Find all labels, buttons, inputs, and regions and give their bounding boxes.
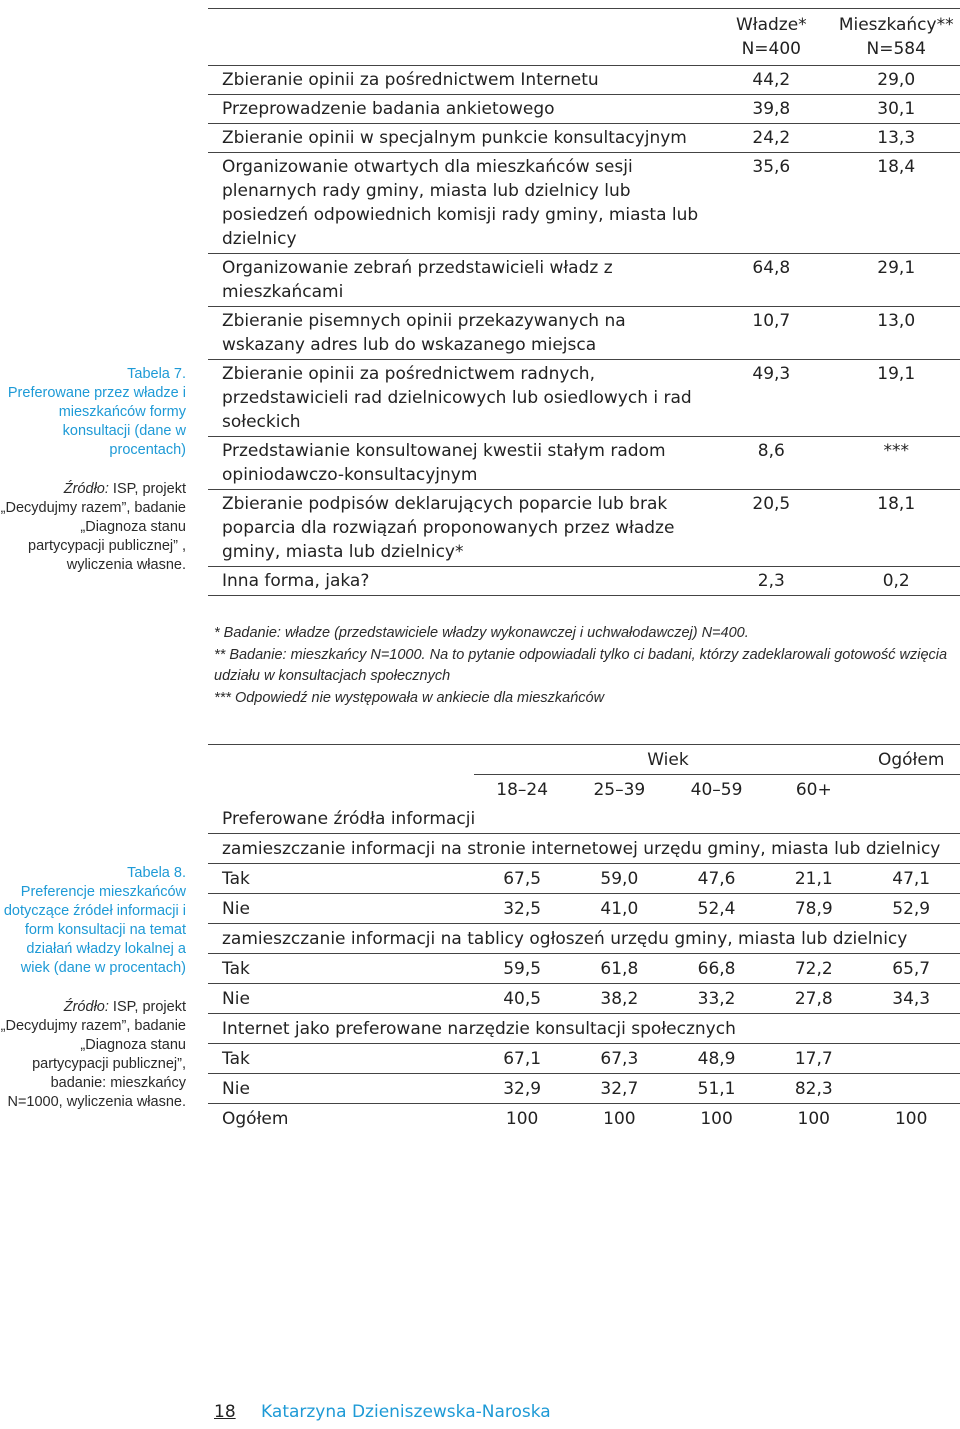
table8-caption	[0, 864, 186, 1112]
row-label: Tak	[208, 954, 474, 984]
row-label: Zbieranie opinii za pośrednictwem radnych, przedstawicieli rad dzielnicowych lub osiedlowych i rad sołeckich	[208, 360, 710, 437]
value-authorities: 2,3	[710, 567, 832, 596]
row-label: Zbieranie pisemnych opinii przekazywanych na wskazany adres lub do wskazanego miejsca	[208, 307, 710, 360]
cell-value: 32,5	[474, 894, 571, 924]
table7-col1-title: Władze*	[735, 15, 807, 35]
cell-value: 78,9	[765, 894, 862, 924]
cell-value: 27,8	[765, 984, 862, 1014]
table7-source-text: ISP, projekt „Decydujmy razem”, badanie „Diagnoza stanu partycypacji publicznej” , wyliczenia własne.	[0, 481, 186, 573]
section-title: Internet jako preferowane narzędzie konsultacji społecznych	[208, 1014, 960, 1044]
table-row	[208, 864, 960, 894]
value-residents: 29,1	[832, 254, 960, 307]
table-row	[208, 437, 960, 490]
cell-total: 100	[894, 1109, 928, 1129]
row-label: Tak	[208, 864, 474, 894]
table-row	[208, 954, 960, 984]
cell-value: 38,2	[571, 984, 668, 1014]
row-label: Zbieranie podpisów deklarujących poparcie lub brak poparcia dla rozwiązań proponowanych przez władze gminy, miasta lub dzielnicy*	[208, 490, 710, 567]
value-residents: 29,0	[832, 66, 960, 95]
row-label: Organizowanie zebrań przedstawicieli władz z mieszkańcami	[208, 254, 710, 307]
row-label: Nie	[208, 984, 474, 1014]
age-header: Wiek	[474, 745, 863, 775]
table8-caption-title: Preferencje mieszkańców dotyczące źródeł informacji i form konsultacji na temat działań władzy lokalnej a wiek (dane w procentach)	[3, 884, 186, 976]
cell-value: 52,4	[668, 894, 765, 924]
table8-source-label: Źródło:	[63, 999, 109, 1015]
table7-source-label: Źródło:	[63, 481, 109, 497]
value-residents: 13,0	[832, 307, 960, 360]
row-label: Inna forma, jaka?	[208, 567, 710, 596]
cell-value: 59,0	[571, 864, 668, 894]
value-authorities: 35,6	[710, 153, 832, 254]
cell-value: 67,3	[571, 1044, 668, 1074]
cell-value: 100	[603, 1109, 636, 1129]
table7-caption-title: Preferowane przez władze i mieszkańców formy konsultacji (dane w procentach)	[7, 385, 186, 458]
table-row	[208, 984, 960, 1014]
value-residents: 0,2	[832, 567, 960, 596]
section-title: zamieszczanie informacji na stronie internetowej urzędu gminy, miasta lub dzielnicy	[208, 834, 960, 864]
table7-col2-header	[832, 9, 960, 66]
table7-col1-n: N=400	[741, 39, 802, 59]
cell-value: 72,2	[765, 954, 862, 984]
cell-value: 32,7	[571, 1074, 668, 1104]
row-header-label: Preferowane źródła informacji	[208, 804, 960, 834]
table-row-total	[208, 1104, 960, 1134]
table8-row-header	[208, 804, 960, 834]
cell-total: 65,7	[862, 954, 960, 984]
table-row	[208, 1044, 960, 1074]
value-authorities: 8,6	[710, 437, 832, 490]
cell-value: 67,5	[474, 864, 571, 894]
row-label: Ogółem	[222, 1109, 289, 1129]
cell-total	[862, 1044, 960, 1074]
cell-value: 48,9	[668, 1044, 765, 1074]
cell-value: 32,9	[474, 1074, 571, 1104]
value-residents: 18,4	[832, 153, 960, 254]
author-name: Katarzyna Dzieniszewska-Naroska	[261, 1402, 551, 1422]
row-label: Nie	[208, 1074, 474, 1104]
cell-value: 67,1	[474, 1044, 571, 1074]
table7-header-row	[208, 9, 960, 66]
table-row	[208, 567, 960, 596]
table-row	[208, 153, 960, 254]
table-row	[208, 95, 960, 124]
row-label: Nie	[208, 894, 474, 924]
row-label: Zbieranie opinii za pośrednictwem Internetu	[208, 66, 710, 95]
value-residents: 19,1	[832, 360, 960, 437]
cell-total	[862, 1074, 960, 1104]
table8	[208, 744, 960, 1133]
cell-total: 52,9	[862, 894, 960, 924]
row-label: Zbieranie opinii w specjalnym punkcie konsultacyjnym	[208, 124, 710, 153]
cell-value: 66,8	[668, 954, 765, 984]
footnote-3: *** Odpowiedź nie występowała w ankiecie dla mieszkańców	[214, 689, 605, 706]
table7-caption-number: Tabela 7.	[127, 366, 186, 382]
cell-value: 100	[700, 1109, 733, 1129]
cell-value: 47,6	[668, 864, 765, 894]
page-number: 18	[214, 1402, 236, 1422]
table7	[208, 8, 960, 596]
row-label: Tak	[208, 1044, 474, 1074]
table-row	[208, 66, 960, 95]
value-residents: 18,1	[832, 490, 960, 567]
table8-header-row-1	[208, 745, 960, 775]
value-authorities: 64,8	[710, 254, 832, 307]
section-title-row	[208, 924, 960, 954]
page-footer	[214, 1402, 551, 1422]
value-residents: 30,1	[832, 95, 960, 124]
cell-value: 41,0	[571, 894, 668, 924]
value-authorities: 49,3	[710, 360, 832, 437]
table7-caption	[0, 365, 186, 575]
cell-value: 100	[797, 1109, 830, 1129]
cell-value: 51,1	[668, 1074, 765, 1104]
age-group: 25–39	[593, 780, 646, 800]
value-authorities: 44,2	[710, 66, 832, 95]
cell-value: 17,7	[765, 1044, 862, 1074]
table-row	[208, 894, 960, 924]
section-title-row	[208, 1014, 960, 1044]
value-authorities: 10,7	[710, 307, 832, 360]
table8-source-text: ISP, projekt „Decydujmy razem”, badanie „Diagnoza stanu partycypacji publicznej”, badanie: mieszkańcy N=1000, wyliczenia własne.	[0, 999, 186, 1110]
total-header: Ogółem	[862, 745, 960, 775]
table7-col1-header	[710, 9, 832, 66]
table-row	[208, 307, 960, 360]
table-row	[208, 254, 960, 307]
row-label: Przeprowadzenie badania ankietowego	[208, 95, 710, 124]
table-row	[208, 1074, 960, 1104]
cell-total: 34,3	[862, 984, 960, 1014]
cell-value: 33,2	[668, 984, 765, 1014]
table7-col2-title: Mieszkańcy**	[838, 15, 954, 35]
row-label: Przedstawianie konsultowanej kwestii stałym radom opiniodawczo-konsultacyjnym	[208, 437, 710, 490]
table7-col2-n: N=584	[866, 39, 926, 59]
table-row	[208, 490, 960, 567]
table8-source	[0, 998, 186, 1112]
value-authorities: 20,5	[710, 490, 832, 567]
table-row	[208, 124, 960, 153]
footnote-2: ** Badanie: mieszkańcy N=1000. Na to pytanie odpowiadali tylko ci badani, którzy zadeklarowali gotowość wzięcia udziału w konsultacjach społecznych	[214, 646, 948, 684]
age-group: 40–59	[690, 780, 743, 800]
cell-total: 47,1	[862, 864, 960, 894]
table7-source	[0, 480, 186, 575]
cell-value: 61,8	[571, 954, 668, 984]
value-authorities: 39,8	[710, 95, 832, 124]
value-authorities: 24,2	[710, 124, 832, 153]
section-title: zamieszczanie informacji na tablicy ogłoszeń urzędu gminy, miasta lub dzielnicy	[208, 924, 960, 954]
section-title-row	[208, 834, 960, 864]
row-label: Organizowanie otwartych dla mieszkańców sesji plenarnych rady gminy, miasta lub dzielnicy lub posiedzeń odpowiednich komisji rady gminy, miasta lub dzielnicy	[208, 153, 710, 254]
age-group: 60+	[795, 780, 832, 800]
cell-value: 40,5	[474, 984, 571, 1014]
table-row	[208, 360, 960, 437]
value-residents: ***	[832, 437, 960, 490]
table7-footnotes	[214, 623, 960, 709]
cell-value: 82,3	[765, 1074, 862, 1104]
age-group: 18–24	[496, 780, 549, 800]
value-residents: 13,3	[832, 124, 960, 153]
cell-value: 100	[505, 1109, 539, 1129]
cell-value: 21,1	[765, 864, 862, 894]
table8-header-row-2	[208, 775, 960, 805]
table8-caption-number: Tabela 8.	[127, 865, 186, 881]
footnote-1: * Badanie: władze (przedstawiciele władzy wykonawczej i uchwałodawczej) N=400.	[214, 625, 749, 641]
cell-value: 59,5	[474, 954, 571, 984]
